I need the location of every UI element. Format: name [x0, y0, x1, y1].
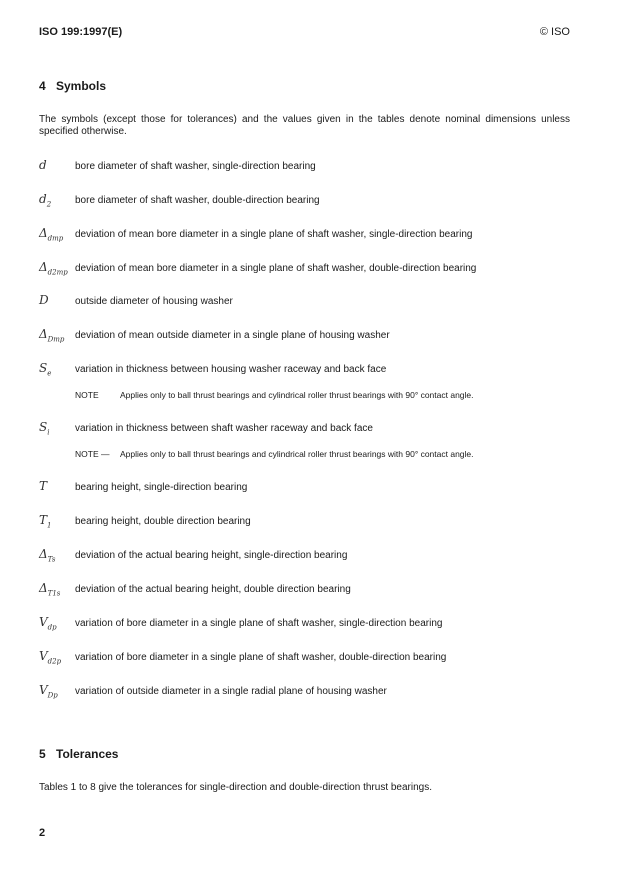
symbol: $\Delta_{d2mp}$	[39, 260, 68, 277]
symbol-description: deviation of mean bore diameter in a single plane of shaft washer, double-direction bearing	[75, 263, 477, 274]
symbol-description: outside diameter of housing washer	[75, 296, 233, 307]
symbol: $d_2$	[39, 192, 52, 209]
symbol: $V_{d2p}$	[39, 649, 62, 666]
symbol: $\Delta_{dmp}$	[39, 226, 64, 243]
symbol: $V_{dp}$	[39, 615, 57, 632]
note-label: NOTE —	[75, 449, 110, 459]
symbol: $\Delta_{T1s}$	[39, 581, 61, 598]
symbol: $\Delta_{Dmp}$	[39, 327, 65, 344]
symbol: $V_{Dp}$	[39, 683, 58, 700]
symbol: d	[39, 158, 47, 172]
note-text: Applies only to ball thrust bearings and cylindrical roller thrust bearings with 90° contact angle.	[120, 449, 474, 459]
symbol: $S_i$	[39, 420, 50, 437]
symbol: $T_1$	[39, 513, 52, 530]
symbol-description: deviation of the actual bearing height, single-direction bearing	[75, 550, 348, 561]
symbol-description: variation of bore diameter in a single plane of shaft washer, double-direction bearing	[75, 652, 447, 663]
note	[75, 390, 474, 400]
note-label: NOTE	[75, 390, 99, 400]
section-number: 4	[39, 79, 46, 93]
intro-paragraph: The symbols (except those for tolerances) and the values given in the tables denote nominal dimensions unless specified otherwise.	[39, 114, 570, 137]
symbol-description: variation in thickness between shaft washer raceway and back face	[75, 423, 373, 434]
section-title: Symbols	[56, 79, 107, 93]
symbol-description: variation in thickness between housing washer raceway and back face	[75, 364, 387, 375]
section-4-heading	[39, 79, 106, 93]
symbol-description: deviation of the actual bearing height, double direction bearing	[75, 584, 351, 595]
symbol-description: variation of outside diameter in a single radial plane of housing washer	[75, 686, 387, 697]
symbol-description: variation of bore diameter in a single plane of shaft washer, single-direction bearing	[75, 618, 443, 629]
symbol: $S_e$	[39, 361, 52, 378]
section-5-heading	[39, 747, 118, 761]
page-number: 2	[39, 827, 46, 839]
symbol-description: bore diameter of shaft washer, single-direction bearing	[75, 161, 316, 172]
symbol-description: deviation of mean outside diameter in a single plane of housing washer	[75, 330, 390, 341]
symbol-description: deviation of mean bore diameter in a single plane of shaft washer, single-direction bearing	[75, 229, 473, 240]
symbol: $\Delta_{Ts}$	[39, 547, 56, 564]
symbol-description: bore diameter of shaft washer, double-direction bearing	[75, 195, 320, 206]
section-number: 5	[39, 747, 46, 761]
symbol-description: bearing height, single-direction bearing	[75, 482, 248, 493]
section-title: Tolerances	[56, 747, 119, 761]
symbol-description: bearing height, double direction bearing	[75, 516, 251, 527]
note	[75, 449, 474, 459]
document-id: ISO 199:1997(E)	[39, 26, 123, 38]
symbol: T	[39, 479, 48, 493]
tolerances-paragraph: Tables 1 to 8 give the tolerances for single-direction and double-direction thrust bearings.	[39, 782, 433, 793]
copyright: © ISO	[539, 26, 570, 38]
symbol: D	[39, 293, 49, 307]
note-text: Applies only to ball thrust bearings and cylindrical roller thrust bearings with 90° contact angle.	[120, 390, 474, 400]
